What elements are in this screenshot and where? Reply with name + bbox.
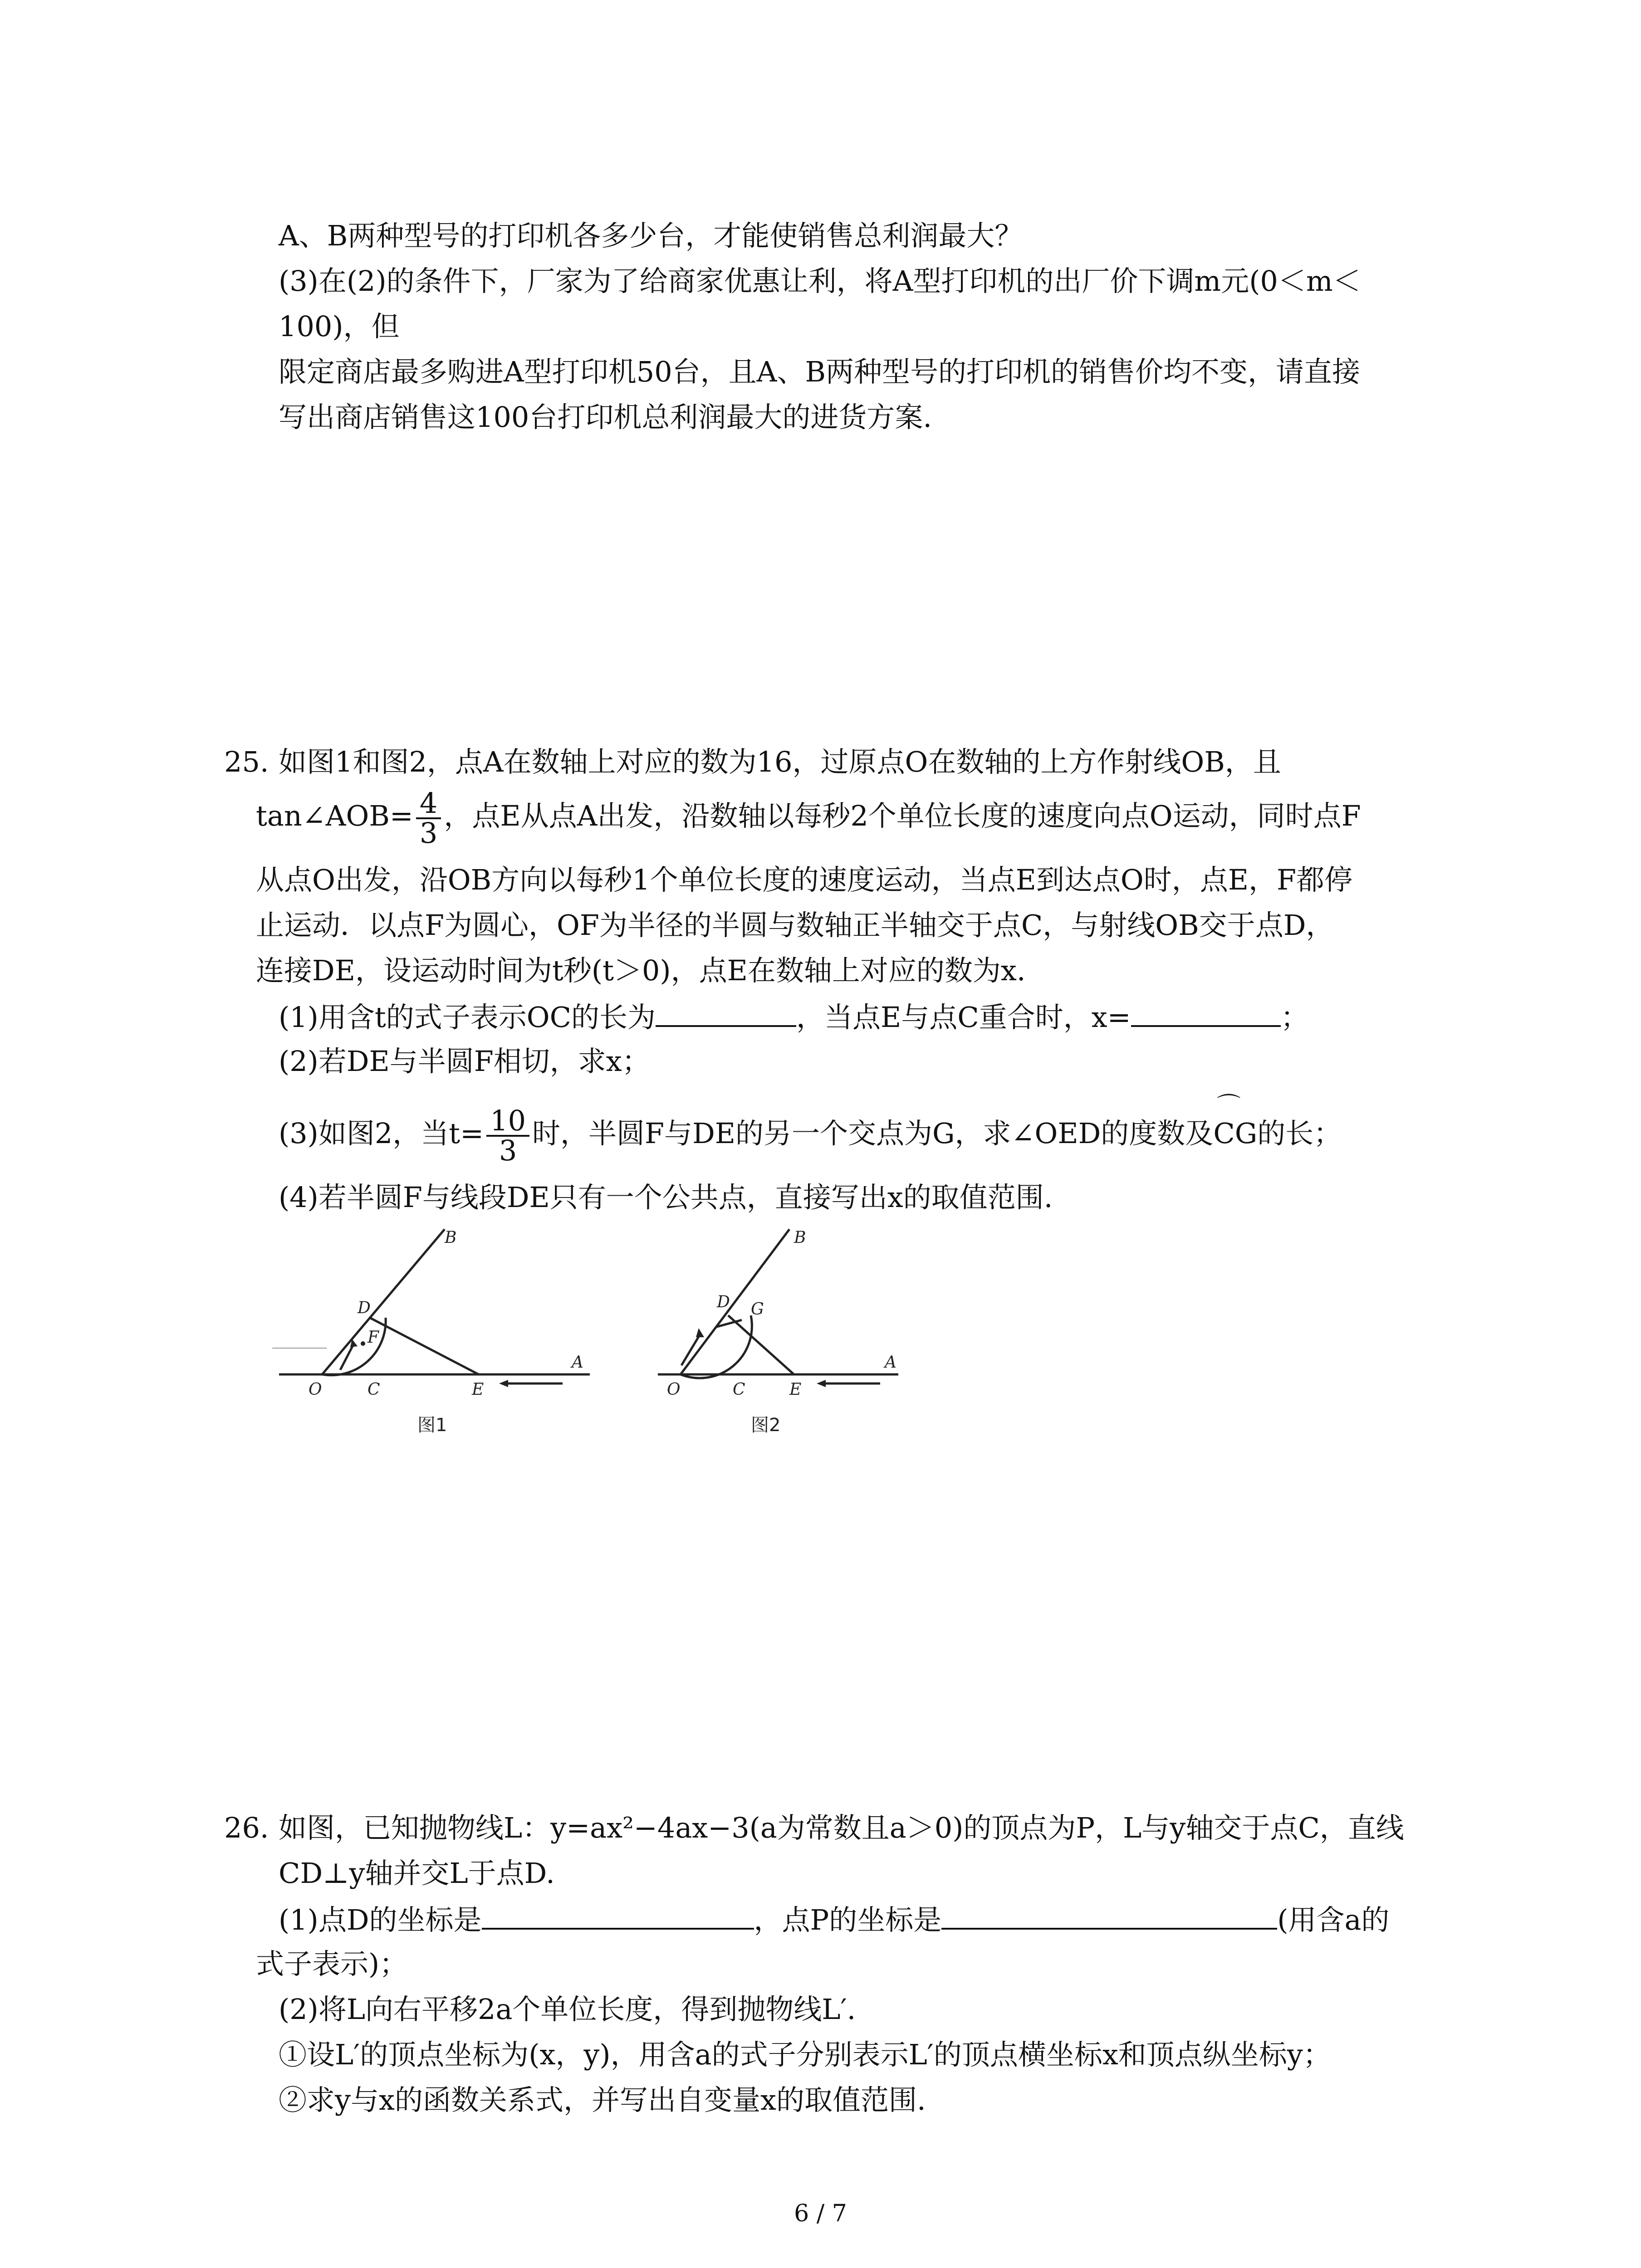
q25-line-2b: ，点E从点A出发，沿数轴以每秒2个单位长度的速度向点O运动，同时点F (444, 799, 1361, 833)
q26-line-1: 如图，已知抛物线L：y=ax²−4ax−3(a为常数且a＞0)的顶点为P，L与y轴交于点C，直线 (279, 1811, 1404, 1844)
q26-p1-blank-2[interactable] (941, 1901, 1277, 1930)
q26-part-1-cont: 式子表示)； (256, 1947, 408, 1980)
q25-part-2: (2)若DE与半圆F相切，求x； (279, 1045, 650, 1078)
semicircle-f (681, 1315, 752, 1378)
q25-p3-frac-den: 3 (499, 1134, 517, 1167)
fig2-label-g: G (751, 1300, 764, 1319)
prev-line-5: 写出商店销售这100台打印机总利润最大的进货方案. (279, 401, 932, 434)
q25-p1-text-a: (1)用含t的式子表示OC的长为 (279, 1001, 656, 1034)
q25-line-1: 如图1和图2，点A在数轴上对应的数为16，过原点O在数轴的上方作射线OB，且 (279, 745, 1281, 778)
ray-ob (681, 1229, 789, 1374)
q26-p1-text-a: (1)点D的坐标是 (279, 1903, 482, 1936)
fig1-caption: 图1 (417, 1415, 447, 1436)
q25-part-4: (4)若半圆F与线段DE只有一个公共点，直接写出x的取值范围. (279, 1181, 1053, 1214)
q25-part-3 (279, 1104, 1342, 1167)
fig1-label-b: B (445, 1228, 457, 1247)
motion-arrow-f (340, 1344, 354, 1370)
fig2-label-a: A (885, 1353, 896, 1372)
prev-line-2: (3)在(2)的条件下，厂家为了给商家优惠让利，将A型打印机的出厂价下调m元(0＜m＜ (279, 264, 1361, 298)
prev-line-4: 限定商店最多购进A型打印机50台，且A、B两种型号的打印机的销售价均不变，请直接 (279, 355, 1361, 388)
q25-line-3: 从点O出发，沿OB方向以每秒1个单位长度的速度运动，当点E到达点O时，点E，F都停 (256, 863, 1353, 896)
page-number: 6 / 7 (794, 2200, 847, 2227)
fig2-label-d: D (717, 1293, 730, 1311)
q26-number: 26. (224, 1811, 269, 1844)
fig1-label-f: F (367, 1328, 379, 1347)
q25-p1-text-b: ，当点E与点C重合时，x= (796, 1001, 1131, 1034)
q25-p3-text-b: 时，半圆F与DE的另一个交点为G，求∠OED的度数及 (532, 1117, 1214, 1150)
q25-number: 25. (224, 745, 269, 778)
q25-part-1 (279, 998, 1309, 1036)
prev-line-3: 100)，但 (279, 310, 400, 343)
fig1-label-e: E (472, 1380, 484, 1399)
q26-p1-blank-1[interactable] (482, 1901, 754, 1930)
q25-line-5: 连接DE，设运动时间为t秒(t＞0)，点E在数轴上对应的数为x. (256, 954, 1026, 987)
fig1-label-a: A (572, 1353, 583, 1372)
q25-p1-text-c: ； (1280, 1001, 1309, 1034)
fig2-label-e: E (789, 1380, 802, 1399)
fig2-label-b: B (794, 1228, 806, 1247)
q26-part-1 (279, 1901, 1389, 1938)
q25-p1-blank-1[interactable] (656, 998, 796, 1027)
q26-line-2: CD⊥y轴并交L于点D. (279, 1857, 555, 1890)
q25-figure-2 (653, 1225, 907, 1438)
q26-p1-text-b: ，点P的坐标是 (754, 1903, 942, 1936)
q25-frac-den: 3 (419, 816, 438, 850)
fig2-label-o: O (667, 1380, 681, 1399)
q26-part-2-2: ②求y与x的函数关系式，并写出自变量x的取值范围. (279, 2083, 926, 2116)
fig2-caption: 图2 (751, 1415, 781, 1436)
fig1-label-c: C (367, 1380, 380, 1399)
q25-p1-blank-2[interactable] (1131, 998, 1281, 1027)
fig1-label-o: O (309, 1380, 322, 1399)
q25-fraction (416, 787, 441, 850)
fig1-label-d: D (358, 1299, 371, 1317)
prev-line-1: A、B两种型号的打印机各多少台，才能使销售总利润最大？ (279, 219, 1023, 252)
q26-p1-text-c: (用含a的 (1277, 1903, 1390, 1936)
q25-tan-text: tan∠AOB= (256, 799, 413, 833)
ray-ob (322, 1229, 445, 1374)
q26-part-2-1: ①设L′的顶点坐标为(x，y)，用含a的式子分别表示L′的顶点横坐标x和顶点纵坐标y； (279, 2038, 1331, 2071)
q25-figure-1 (272, 1225, 599, 1438)
fig2-label-c: C (733, 1380, 745, 1399)
q25-line-2 (256, 787, 1361, 850)
q26-part-2: (2)将L向右平移2a个单位长度，得到抛物线L′. (279, 1993, 856, 2026)
q25-p3-text-c: 的长； (1257, 1117, 1342, 1150)
q25-p3-arc-cg: ⌒ CG (1213, 1115, 1257, 1152)
q25-p3-frac-num: 10 (486, 1107, 529, 1137)
q25-line-4: 止运动．以点F为圆心，OF为半径的半圆与数轴正半轴交于点C，与射线OB交于点D， (256, 909, 1334, 942)
segment-de (728, 1315, 794, 1374)
q25-frac-num: 4 (416, 789, 441, 819)
q25-p3-fraction (486, 1104, 529, 1167)
q25-p3-text-a: (3)如图2，当t= (279, 1117, 484, 1150)
